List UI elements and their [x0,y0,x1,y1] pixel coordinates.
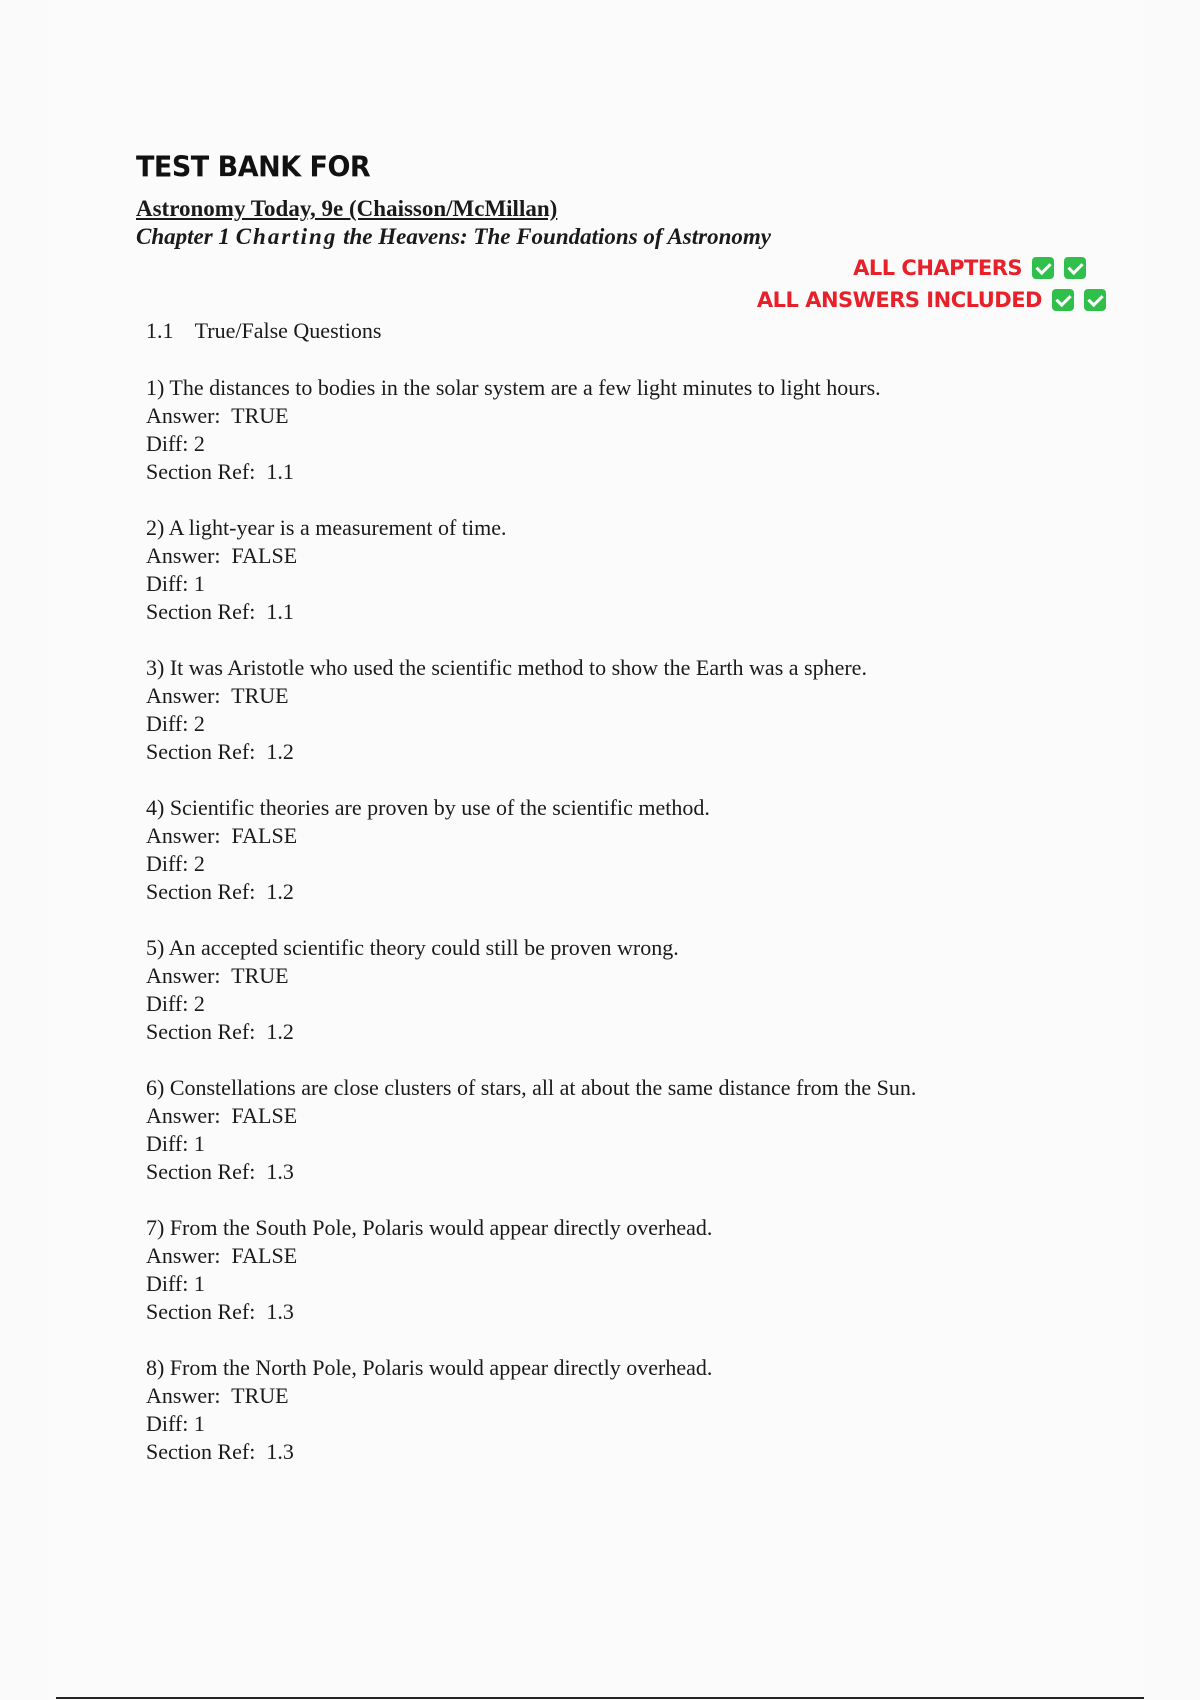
chapter-heading [136,224,771,250]
promo-all-answers [757,288,1106,312]
promo-all-chapters [853,256,1086,280]
question-text: 2) A light-year is a measurement of time. [146,515,507,540]
check-box-icon [1064,257,1086,279]
question-answer: Answer: TRUE [146,963,289,988]
question-difficulty: Diff: 2 [146,991,205,1016]
question-difficulty: Diff: 1 [146,1131,205,1156]
question-answer: Answer: FALSE [146,543,298,568]
question-item [146,1354,1106,1466]
page-title: TEST BANK FOR [136,151,371,184]
question-difficulty: Diff: 2 [146,431,205,456]
question-text: 5) An accepted scientific theory could still be proven wrong. [146,935,679,960]
question-section-ref: Section Ref: 1.3 [146,1159,294,1184]
chapter-title-rest: the Heavens: The Foundations of Astronomy [343,224,771,249]
question-difficulty: Diff: 2 [146,851,205,876]
question-section-ref: Section Ref: 1.2 [146,879,294,904]
question-text: 4) Scientific theories are proven by use of the scientific method. [146,795,710,820]
check-box-icon [1032,257,1054,279]
footer-rule [56,1697,1144,1699]
question-section-ref: Section Ref: 1.2 [146,739,294,764]
question-answer: Answer: TRUE [146,403,289,428]
check-box-icon [1052,289,1074,311]
question-section-ref: Section Ref: 1.1 [146,459,294,484]
question-item [146,654,1106,766]
promo-all-chapters-label: ALL CHAPTERS [853,256,1022,280]
question-answer: Answer: FALSE [146,823,298,848]
book-title: Astronomy Today, 9e (Chaisson/McMillan) [136,196,558,221]
question-item [146,374,1106,486]
question-answer: Answer: TRUE [146,683,289,708]
question-item [146,1214,1106,1326]
section-heading [146,318,381,344]
question-difficulty: Diff: 1 [146,1271,205,1296]
promo-all-answers-label: ALL ANSWERS INCLUDED [756,288,1042,312]
question-section-ref: Section Ref: 1.3 [146,1299,294,1324]
chapter-spaced-word: Charting [235,224,338,249]
question-text: 7) From the South Pole, Polaris would appear directly overhead. [146,1215,713,1240]
question-item [146,794,1106,906]
check-box-icon [1084,289,1106,311]
question-difficulty: Diff: 2 [146,711,205,736]
question-item [146,934,1106,1046]
question-answer: Answer: FALSE [146,1243,298,1268]
question-section-ref: Section Ref: 1.3 [146,1439,294,1464]
question-text: 1) The distances to bodies in the solar system are a few light minutes to light hours. [146,375,881,400]
question-section-ref: Section Ref: 1.1 [146,599,294,624]
question-difficulty: Diff: 1 [146,571,205,596]
question-answer: Answer: TRUE [146,1383,289,1408]
section-number: 1.1 [146,318,174,343]
section-label: True/False Questions [194,318,382,343]
question-list [146,374,1106,1494]
chapter-prefix: Chapter 1 [136,224,230,249]
question-answer: Answer: FALSE [146,1103,298,1128]
question-item [146,514,1106,626]
question-text: 8) From the North Pole, Polaris would appear directly overhead. [146,1355,713,1380]
question-section-ref: Section Ref: 1.2 [146,1019,294,1044]
question-item [146,1074,1106,1186]
question-text: 3) It was Aristotle who used the scientific method to show the Earth was a sphere. [146,655,867,680]
question-text: 6) Constellations are close clusters of stars, all at about the same distance from the Sun. [146,1075,917,1100]
question-difficulty: Diff: 1 [146,1411,205,1436]
